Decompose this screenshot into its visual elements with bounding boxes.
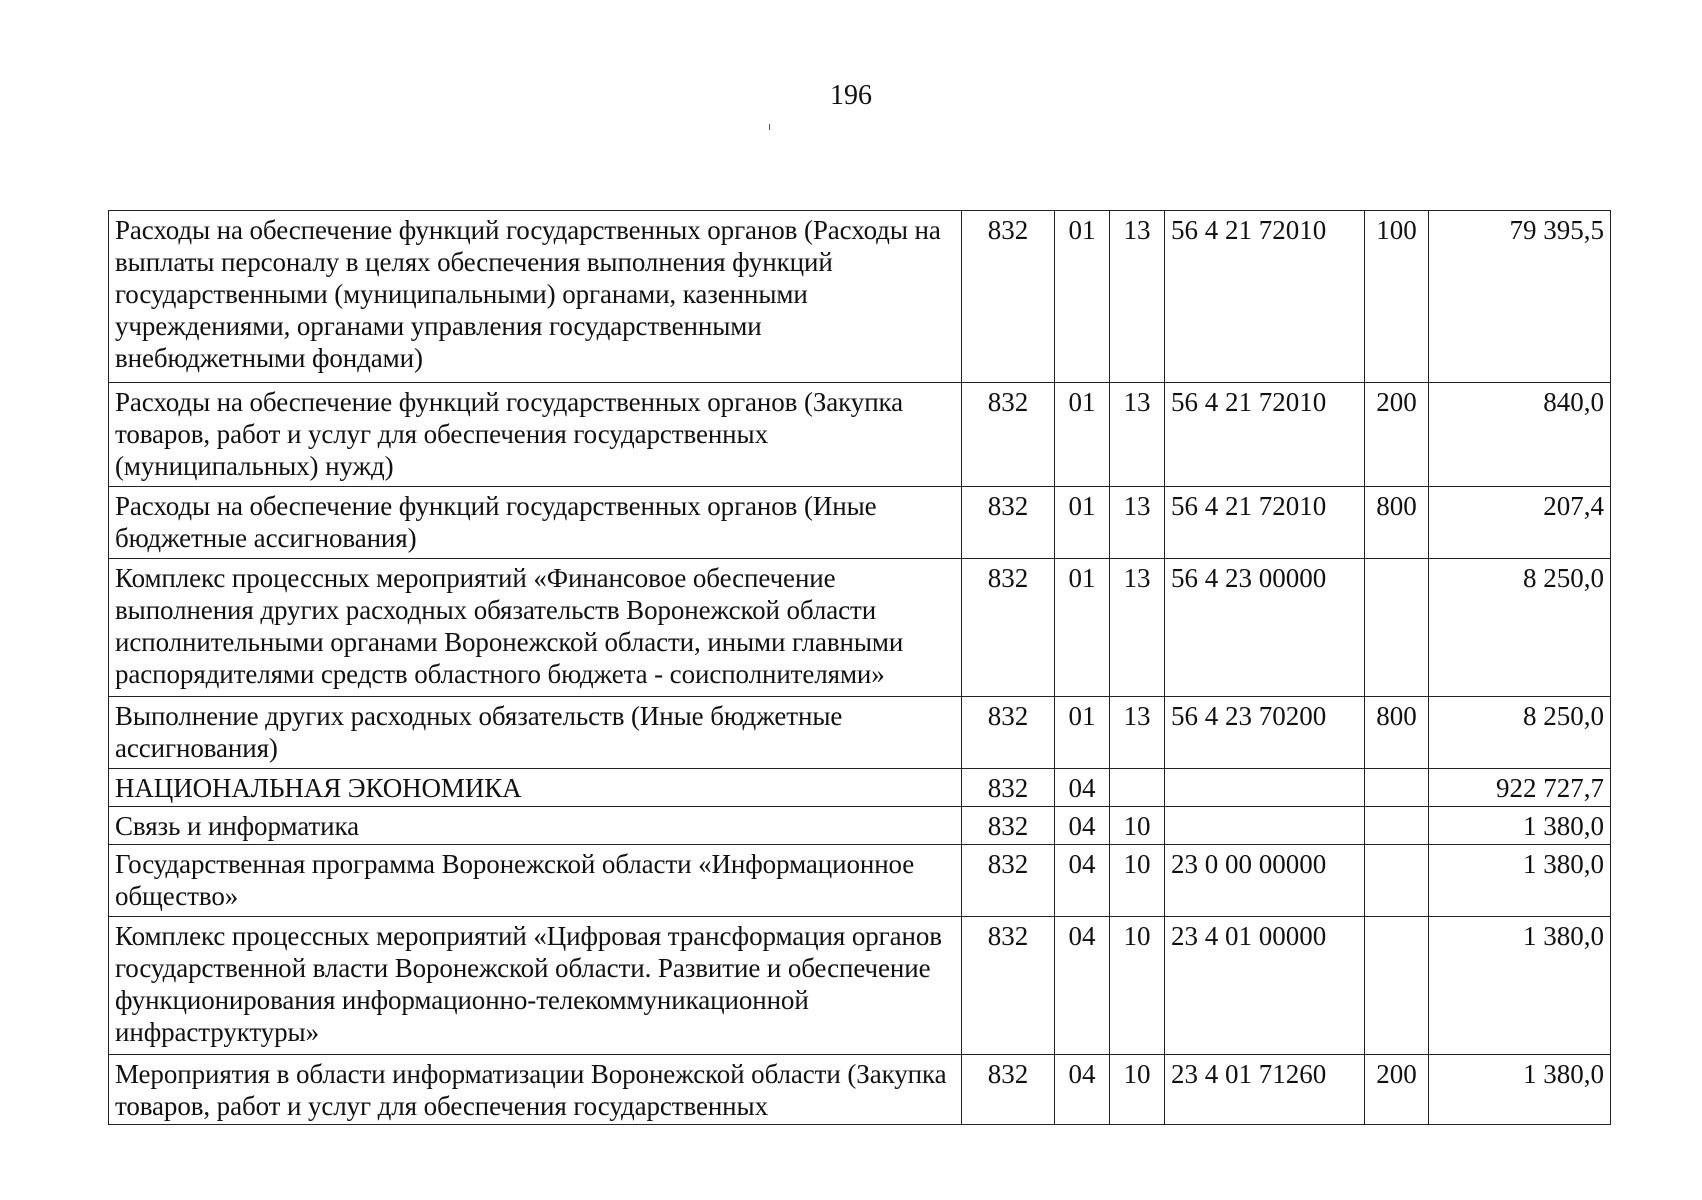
row-gr: 832 xyxy=(962,211,1055,383)
row-gr: 832 xyxy=(962,769,1055,807)
row-csr: 56 4 23 70200 xyxy=(1165,697,1365,769)
row-vr: 200 xyxy=(1365,383,1429,487)
row-name: Мероприятия в области информатизации Воронежской области (Закупка товаров, работ и услуг для обеспечения государственных xyxy=(109,1055,962,1125)
row-vr: 100 xyxy=(1365,211,1429,383)
row-sum: 922 727,7 xyxy=(1429,769,1611,807)
row-pr: 10 xyxy=(1110,845,1165,917)
row-pr: 13 xyxy=(1110,697,1165,769)
row-sum: 1 380,0 xyxy=(1429,1055,1611,1125)
row-pr: 10 xyxy=(1110,807,1165,845)
row-rz: 01 xyxy=(1055,383,1110,487)
table-row xyxy=(109,807,1611,845)
row-vr: 200 xyxy=(1365,1055,1429,1125)
row-rz: 01 xyxy=(1055,697,1110,769)
row-rz: 04 xyxy=(1055,917,1110,1055)
row-csr: 23 4 01 71260 xyxy=(1165,1055,1365,1125)
table-row xyxy=(109,769,1611,807)
table-row xyxy=(109,211,1611,383)
row-gr: 832 xyxy=(962,697,1055,769)
row-csr: 56 4 21 72010 xyxy=(1165,211,1365,383)
row-gr: 832 xyxy=(962,559,1055,697)
row-name: Выполнение других расходных обязательств (Иные бюджетные ассигнования) xyxy=(109,697,962,769)
row-sum: 8 250,0 xyxy=(1429,697,1611,769)
table-row xyxy=(109,559,1611,697)
row-gr: 832 xyxy=(962,845,1055,917)
table-row xyxy=(109,487,1611,559)
row-rz: 04 xyxy=(1055,845,1110,917)
row-csr: 23 4 01 00000 xyxy=(1165,917,1365,1055)
row-pr: 13 xyxy=(1110,383,1165,487)
row-sum: 1 380,0 xyxy=(1429,807,1611,845)
row-gr: 832 xyxy=(962,807,1055,845)
row-rz: 04 xyxy=(1055,1055,1110,1125)
row-rz: 01 xyxy=(1055,211,1110,383)
row-vr xyxy=(1365,917,1429,1055)
row-gr: 832 xyxy=(962,1055,1055,1125)
row-csr: 23 0 00 00000 xyxy=(1165,845,1365,917)
table-row xyxy=(109,1055,1611,1125)
row-sum: 1 380,0 xyxy=(1429,917,1611,1055)
table-row xyxy=(109,845,1611,917)
row-csr: 56 4 23 00000 xyxy=(1165,559,1365,697)
row-sum: 8 250,0 xyxy=(1429,559,1611,697)
row-pr: 10 xyxy=(1110,1055,1165,1125)
table-row xyxy=(109,383,1611,487)
row-gr: 832 xyxy=(962,917,1055,1055)
row-name: Комплекс процессных мероприятий «Финансовое обеспечение выполнения других расходных обязательств Воронежской области исполнительными органами Воронежской области, иными главными распорядителями средств областного бюджета - соисполнителями» xyxy=(109,559,962,697)
row-pr xyxy=(1110,769,1165,807)
row-sum: 840,0 xyxy=(1429,383,1611,487)
row-pr: 13 xyxy=(1110,211,1165,383)
row-rz: 04 xyxy=(1055,807,1110,845)
row-vr xyxy=(1365,807,1429,845)
budget-table xyxy=(108,210,1611,1125)
row-name: Государственная программа Воронежской области «Информационное общество» xyxy=(109,845,962,917)
row-sum: 1 380,0 xyxy=(1429,845,1611,917)
row-gr: 832 xyxy=(962,487,1055,559)
row-name: Расходы на обеспечение функций государственных органов (Закупка товаров, работ и услуг для обеспечения государственных (муниципальных) нужд) xyxy=(109,383,962,487)
row-gr: 832 xyxy=(962,383,1055,487)
row-vr xyxy=(1365,559,1429,697)
row-name: Расходы на обеспечение функций государственных органов (Иные бюджетные ассигнования) xyxy=(109,487,962,559)
row-name: Расходы на обеспечение функций государственных органов (Расходы на выплаты персоналу в целях обеспечения выполнения функций государственными (муниципальными) органами, казенными учреждениями, органами управления государственными внебюджетными фондами) xyxy=(109,211,962,383)
row-name: Комплекс процессных мероприятий «Цифровая трансформация органов государственной власти Воронежской области. Развитие и обеспечение функционирования информационно-телекоммуникационной инфраструктуры» xyxy=(109,917,962,1055)
row-csr: 56 4 21 72010 xyxy=(1165,487,1365,559)
row-name: Связь и информатика xyxy=(109,807,962,845)
scan-mark xyxy=(769,124,770,130)
row-rz: 01 xyxy=(1055,559,1110,697)
row-vr: 800 xyxy=(1365,487,1429,559)
row-pr: 13 xyxy=(1110,559,1165,697)
row-sum: 207,4 xyxy=(1429,487,1611,559)
row-pr: 13 xyxy=(1110,487,1165,559)
row-sum: 79 395,5 xyxy=(1429,211,1611,383)
row-vr: 800 xyxy=(1365,697,1429,769)
row-rz: 04 xyxy=(1055,769,1110,807)
table-row xyxy=(109,697,1611,769)
row-pr: 10 xyxy=(1110,917,1165,1055)
row-name: НАЦИОНАЛЬНАЯ ЭКОНОМИКА xyxy=(109,769,962,807)
row-rz: 01 xyxy=(1055,487,1110,559)
table-row xyxy=(109,917,1611,1055)
page-number: 196 xyxy=(830,80,872,111)
row-vr xyxy=(1365,845,1429,917)
row-csr: 56 4 21 72010 xyxy=(1165,383,1365,487)
row-vr xyxy=(1365,769,1429,807)
row-csr xyxy=(1165,807,1365,845)
row-csr xyxy=(1165,769,1365,807)
